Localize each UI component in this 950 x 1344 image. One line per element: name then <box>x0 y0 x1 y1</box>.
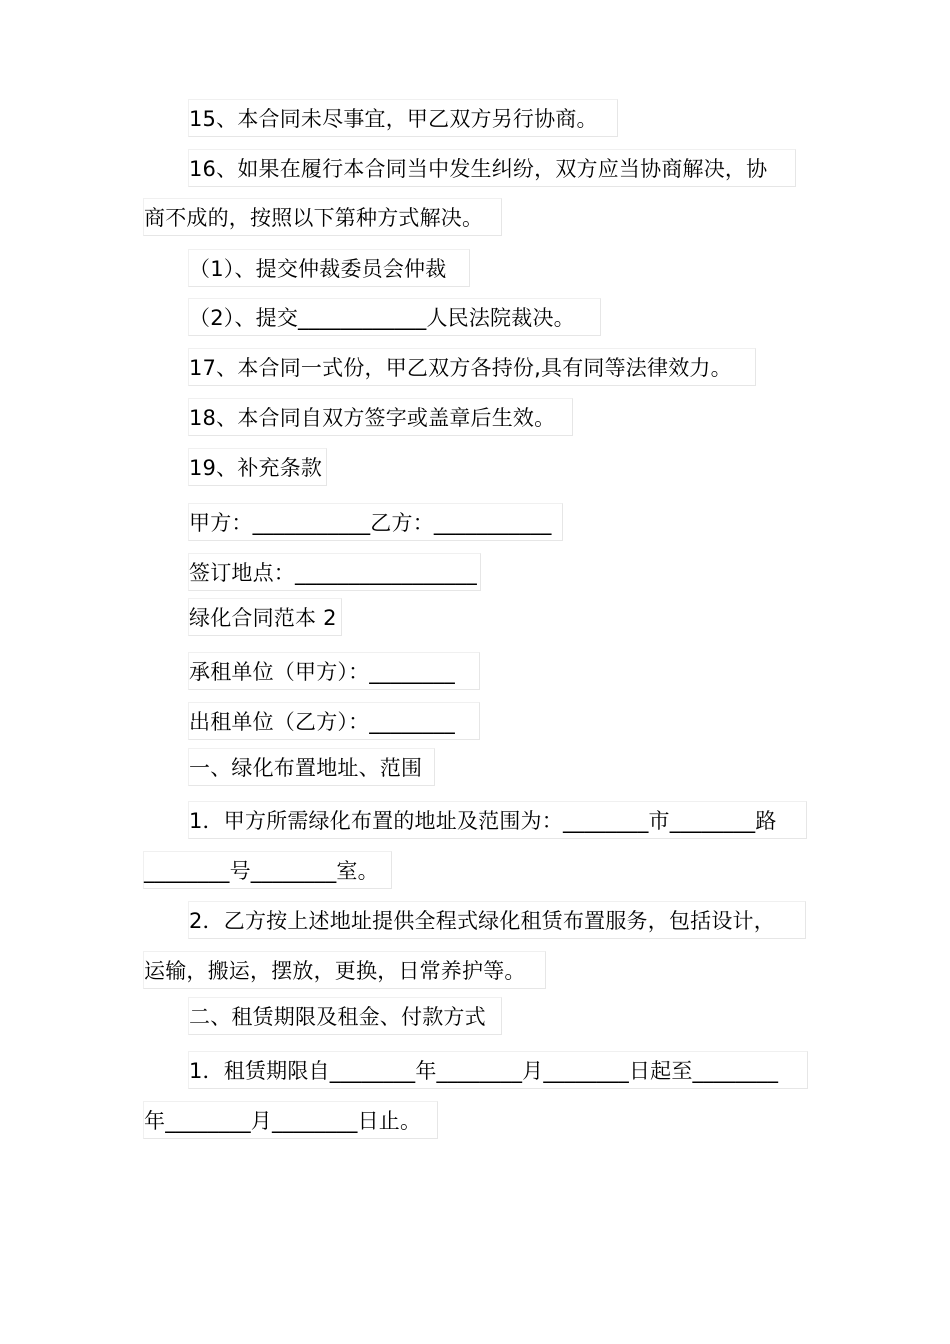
lessee-unit: 承租单位（甲方）：________ <box>188 652 480 690</box>
signing-location: 签订地点：_________________ <box>188 553 481 591</box>
section-2-heading: 二、租赁期限及租金、付款方式 <box>188 997 502 1035</box>
template-title: 绿化合同范本 2 <box>188 598 342 636</box>
dispute-option-2: （2）、提交____________人民法院裁决。 <box>188 298 601 336</box>
clause-16-line-2: 商不成的，按照以下第种方式解决。 <box>143 198 502 236</box>
dispute-option-1: （1）、提交仲裁委员会仲裁 <box>188 249 470 287</box>
section-1-item-2-line-1: 2．乙方按上述地址提供全程式绿化租赁布置服务，包括设计， <box>188 901 806 939</box>
section-2-item-1-line-2: 年________月________日止。 <box>143 1101 438 1139</box>
clause-15: 15、本合同未尽事宜，甲乙双方另行协商。 <box>188 99 618 137</box>
clause-16-line-1: 16、如果在履行本合同当中发生纠纷，双方应当协商解决，协 <box>188 149 796 187</box>
section-1-item-1-line-2: ________号________室。 <box>143 851 392 889</box>
section-2-item-1-line-1: 1．租赁期限自________年________月________日起至________ <box>188 1051 808 1089</box>
clause-17: 17、本合同一式份，甲乙双方各持份,具有同等法律效力。 <box>188 348 756 386</box>
section-1-item-1-line-1: 1．甲方所需绿化布置的地址及范围为：________市________路 <box>188 801 807 839</box>
lessor-unit: 出租单位（乙方）：________ <box>188 702 480 740</box>
party-signature-line: 甲方：___________乙方：___________ <box>188 503 563 541</box>
clause-18: 18、本合同自双方签字或盖章后生效。 <box>188 398 573 436</box>
clause-19: 19、补充条款 <box>188 448 327 486</box>
section-1-heading: 一、绿化布置地址、范围 <box>188 748 435 786</box>
section-1-item-2-line-2: 运输，搬运，摆放，更换，日常养护等。 <box>143 951 546 989</box>
